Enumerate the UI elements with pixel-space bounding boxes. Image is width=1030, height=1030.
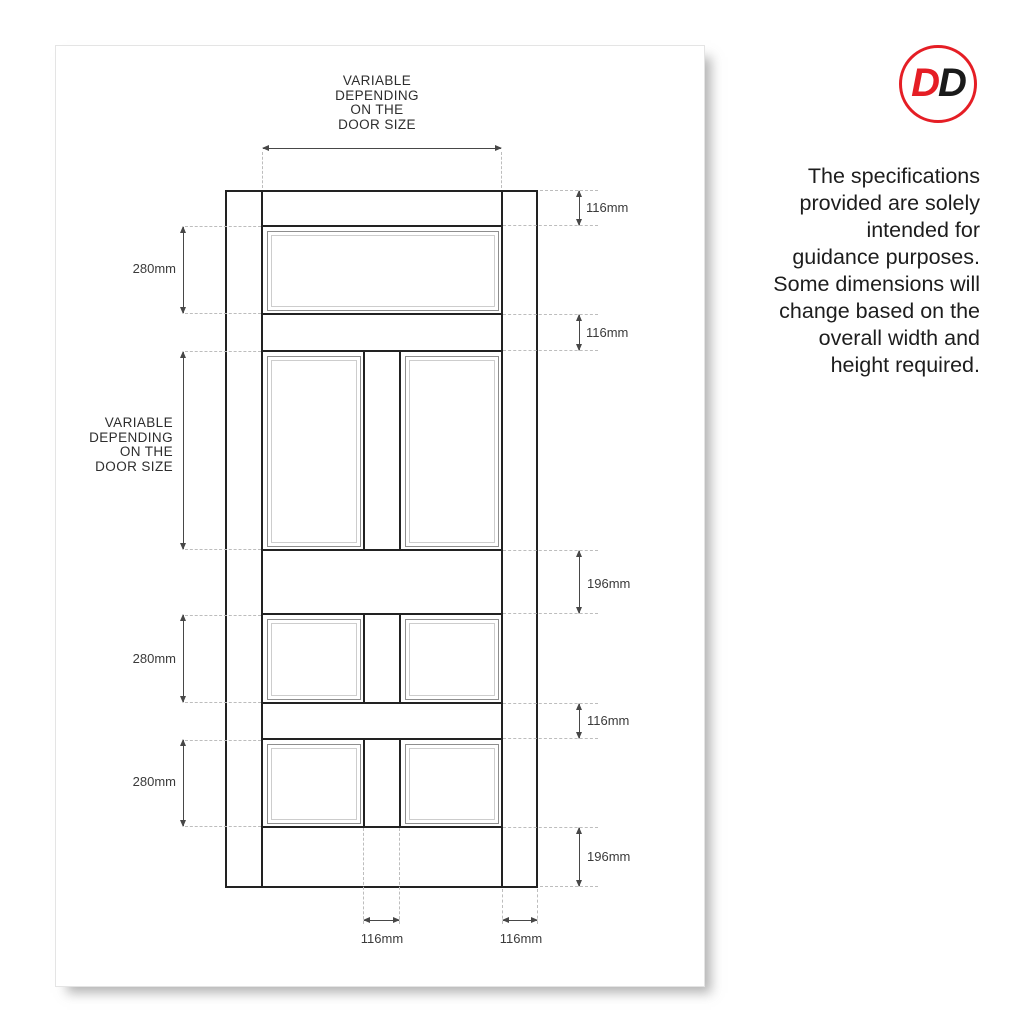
dim-dash: [185, 702, 261, 703]
dim-arrow-top-width: [263, 148, 501, 149]
dim-dash: [503, 225, 598, 226]
top-width-label-line1: VARIABLE: [342, 73, 412, 88]
dim-arrow-top-panel: [183, 227, 184, 313]
muntin-line-bottom-right: [399, 740, 401, 826]
dim-dash: [185, 615, 261, 616]
top-rail-bottom-line: [263, 225, 501, 227]
top-width-label-line4: DOOR SIZE: [338, 116, 416, 132]
left-stile-line: [261, 190, 263, 888]
dd-logo: [899, 45, 977, 123]
guidance-note-line: Some dimensions will: [773, 272, 980, 296]
top-width-label-line3: ON THE: [350, 102, 404, 117]
dim-label-muntin-width: 116mm: [360, 931, 404, 946]
guidance-note-line: height required.: [830, 353, 980, 377]
dd-logo-text: [911, 61, 965, 106]
dim-dash: [501, 152, 502, 188]
door-panel-bottom-left: [267, 744, 361, 824]
guidance-note-line: provided are solely: [799, 191, 980, 215]
muntin-line-tall-right: [399, 352, 401, 549]
rail2-top-line: [263, 313, 501, 315]
door-panel-top: [267, 231, 499, 311]
dim-dash: [185, 351, 261, 352]
dim-dash: [185, 740, 261, 741]
lock-rail-bottom-line: [263, 613, 501, 615]
dim-dash: [503, 314, 598, 315]
dim-label-top-rail: 116mm: [586, 200, 629, 215]
top-width-label: [297, 74, 457, 132]
dim-dash: [540, 190, 598, 191]
dim-dash: [185, 826, 261, 827]
dim-arrow-lock-rail: [579, 551, 580, 613]
rail4-bottom-line: [263, 738, 501, 740]
top-width-label-line2: DEPENDING: [335, 87, 419, 103]
door-panel-tall-left: [267, 356, 361, 547]
door-panel-tall-right: [405, 356, 499, 547]
left-variable-label: [53, 416, 173, 474]
left-variable-label-line1: VARIABLE: [104, 415, 173, 430]
dim-arrow-top-rail: [579, 191, 580, 225]
lock-rail-top-line: [263, 549, 501, 551]
dim-dash: [503, 703, 598, 704]
guidance-note: [730, 163, 980, 379]
dd-logo-letter-black: D: [938, 60, 965, 105]
guidance-note-line: change based on the: [779, 299, 980, 323]
guidance-note-line: intended for: [866, 218, 980, 242]
dim-arrow-bottom-panel: [183, 740, 184, 826]
guidance-note-line: The specifications: [807, 164, 980, 188]
dim-dash: [503, 350, 598, 351]
left-variable-label-line2: DEPENDING: [89, 429, 173, 445]
dim-dash: [503, 738, 598, 739]
muntin-line-bottom-left: [363, 740, 365, 826]
dim-arrow-variable-height: [183, 352, 184, 549]
dim-label-stile-width: 116mm: [499, 931, 543, 946]
rail4-top-line: [263, 702, 501, 704]
muntin-line-mid-right: [399, 615, 401, 702]
door-panel-mid-left: [267, 619, 361, 700]
dim-label-lower-rail: 116mm: [587, 713, 630, 728]
door-panel-bottom-right: [405, 744, 499, 824]
dim-dash: [399, 828, 400, 924]
rail2-bottom-line: [263, 350, 501, 352]
dim-dash: [503, 550, 598, 551]
dim-dash: [185, 226, 261, 227]
dim-arrow-bottom-rail: [579, 828, 580, 886]
dim-label-mid-panel: 280mm: [132, 651, 176, 666]
dim-arrow-mid-panel: [183, 615, 184, 702]
dim-arrow-lower-rail: [579, 704, 580, 738]
dim-dash: [503, 613, 598, 614]
dd-logo-letter-red: D: [911, 60, 938, 105]
dim-label-lock-rail: 196mm: [587, 576, 631, 591]
dim-arrow-muntin-width: [364, 920, 399, 921]
guidance-note-line: guidance purposes.: [792, 245, 980, 269]
left-variable-label-line4: DOOR SIZE: [95, 458, 173, 474]
right-stile-line: [501, 190, 503, 888]
dim-dash: [363, 828, 364, 924]
dim-arrow-mid-rail: [579, 315, 580, 350]
dim-arrow-stile-width: [503, 920, 537, 921]
door-panel-mid-right: [405, 619, 499, 700]
dim-dash: [262, 152, 263, 188]
dim-dash: [503, 827, 598, 828]
muntin-line-mid-left: [363, 615, 365, 702]
dim-label-bottom-panel: 280mm: [132, 774, 176, 789]
guidance-note-line: overall width and: [818, 326, 980, 350]
left-variable-label-line3: ON THE: [119, 444, 173, 459]
bottom-rail-top-line: [263, 826, 501, 828]
muntin-line-tall-left: [363, 352, 365, 549]
dim-label-bottom-rail: 196mm: [587, 849, 631, 864]
dim-label-top-panel: 280mm: [132, 261, 176, 276]
dim-dash: [185, 313, 261, 314]
dim-dash: [540, 886, 598, 887]
dim-dash: [185, 549, 261, 550]
dim-label-mid-rail: 116mm: [586, 325, 629, 340]
